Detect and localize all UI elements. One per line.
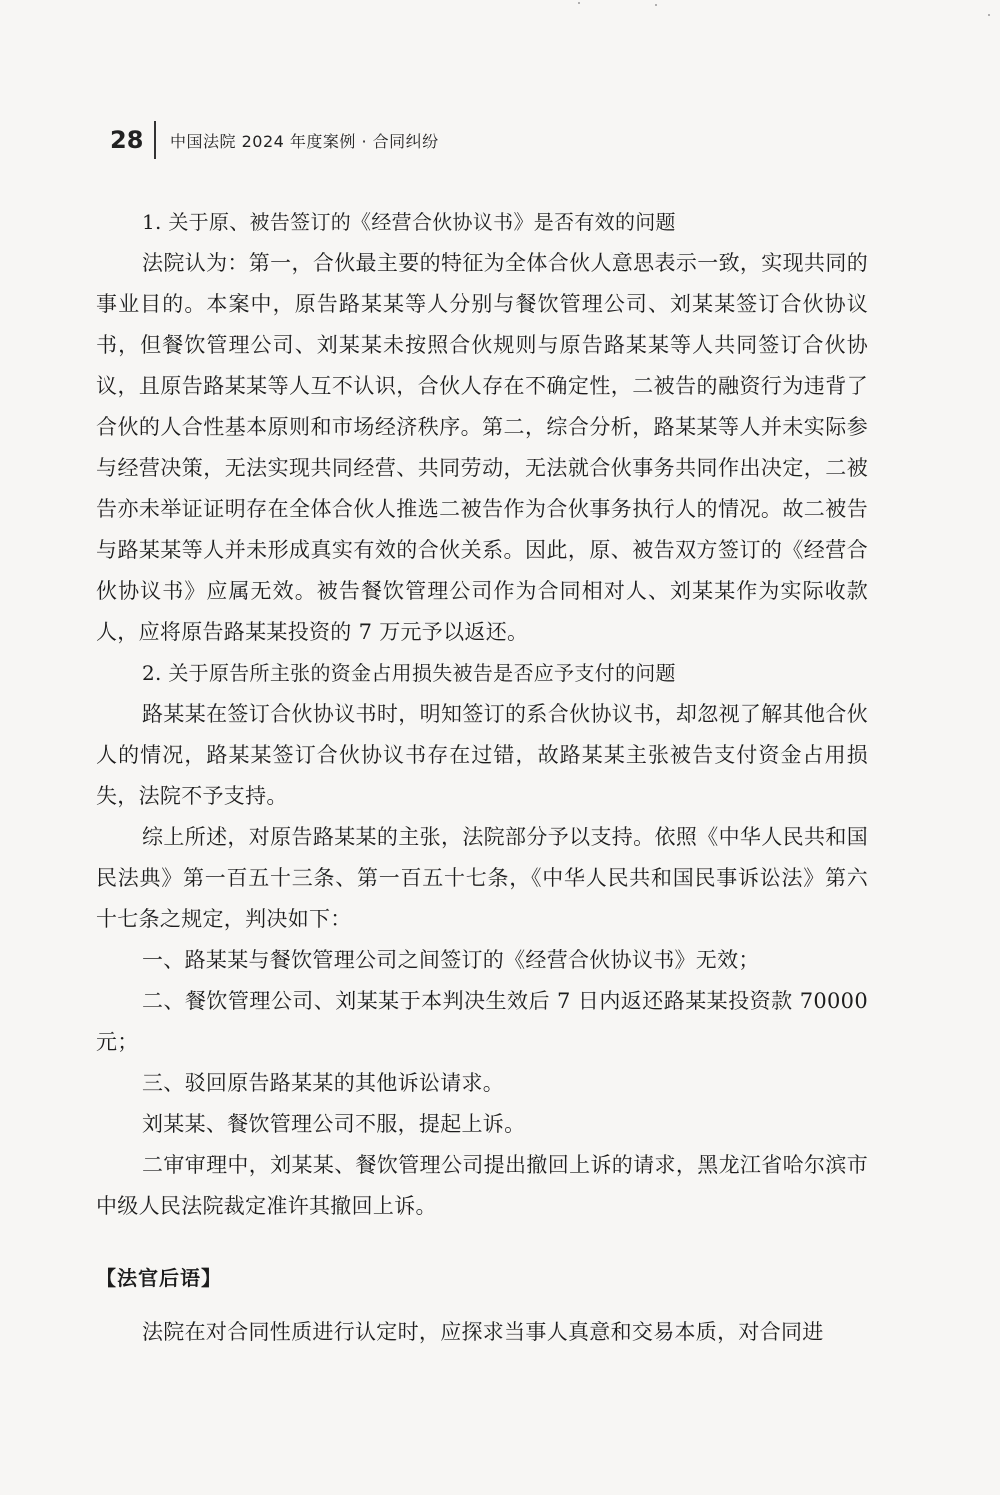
running-head: 中国法院 2024 年度案例 · 合同纠纷 (170, 131, 439, 151)
body-text (96, 202, 868, 1227)
paragraph-loss-reasoning: 路某某在签订合伙协议书时，明知签订的系合伙协议书，却忽视了解其他合伙人的情况，路某某签订合伙协议书存在过错，故路某某主张被告支付资金占用损失，法院不予支持。 (96, 702, 868, 808)
paragraph-court-reasoning: 法院认为：第一，合伙最主要的特征为全体合伙人意思表示一致，实现共同的事业目的。本案中，原告路某某等人分别与餐饮管理公司、刘某某签订合伙协议书，但餐饮管理公司、刘某某未按照合伙规则与原告路某某等人共同签订合伙协议，且原告路某某等人互不认识，合伙人存在不确定性，二被告的融资行为违背了合伙的人合性基本原则和市场经济秩序。第二，综合分析，路某某等人并未实际参与经营决策，无法实现共同经营、共同劳动，无法就合伙事务共同作出决定，二被告亦未举证证明存在全体合伙人推选二被告作为合伙事务执行人的情况。故二被告与路某某等人并未形成真实有效的合伙关系。因此，原、被告双方签订的《经营合伙协议书》应属无效。被告餐饮管理公司作为合同相对人、刘某某作为实际收款人，应将原告路某某投资的 7 万元予以返还。 (96, 251, 868, 644)
header-divider (154, 121, 156, 159)
scan-speck (988, 14, 990, 16)
judgment-item-3: 三、驳回原告路某某的其他诉讼请求。 (142, 1071, 505, 1095)
judgment-item-2: 二、餐饮管理公司、刘某某于本判决生效后 7 日内返还路某某投资款 70000 元； (96, 989, 868, 1054)
paragraph-second-instance: 二审审理中，刘某某、餐饮管理公司提出撤回上诉的请求，黑龙江省哈尔滨市中级人民法院裁定准许其撤回上诉。 (96, 1153, 868, 1218)
page-header (110, 120, 439, 160)
scan-speck (655, 4, 657, 6)
afterword-text (96, 1312, 868, 1353)
section-title-judge-afterword: 【法官后语】 (96, 1266, 222, 1290)
scan-speck (578, 2, 580, 4)
paragraph-afterword: 法院在对合同性质进行认定时，应探求当事人真意和交易本质，对合同进 (142, 1320, 824, 1344)
subheading-loss: 2. 关于原告所主张的资金占用损失被告是否应予支付的问题 (142, 661, 676, 685)
judgment-item-1: 一、路某某与餐饮管理公司之间签订的《经营合伙协议书》无效； (142, 948, 760, 972)
paragraph-summary: 综上所述，对原告路某某的主张，法院部分予以支持。依照《中华人民共和国民法典》第一百五十三条、第一百五十七条，《中华人民共和国民事诉讼法》第六十七条之规定，判决如下： (96, 825, 868, 931)
subheading-validity: 1. 关于原、被告签订的《经营合伙协议书》是否有效的问题 (142, 210, 676, 234)
page-number: 28 (110, 126, 144, 154)
paragraph-appeal: 刘某某、餐饮管理公司不服，提起上诉。 (142, 1112, 526, 1136)
